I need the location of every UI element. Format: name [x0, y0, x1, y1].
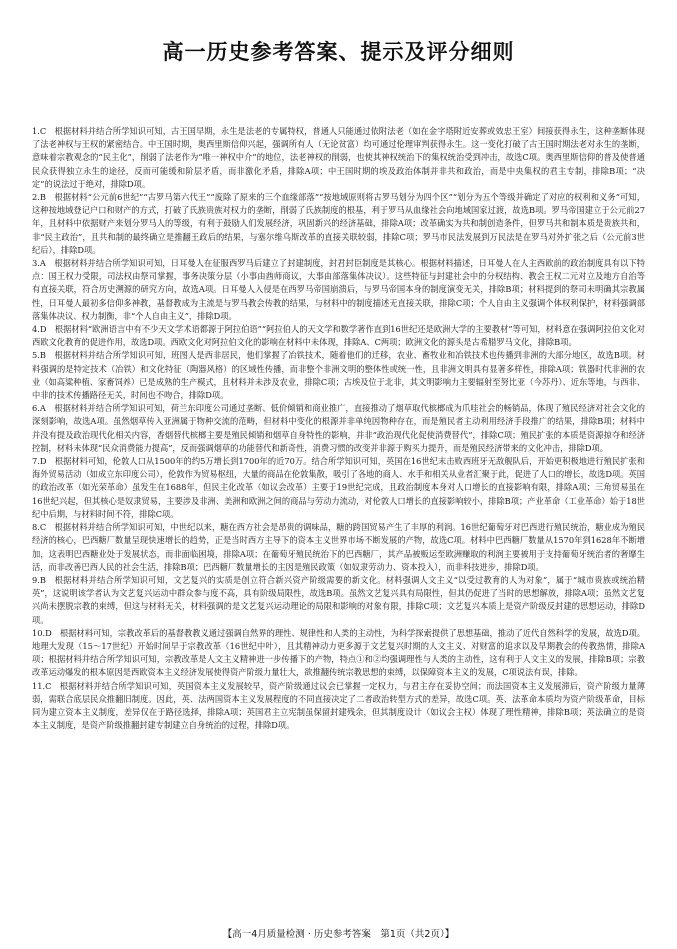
answer-explanation: 根据材料并结合所学知识可知，中世纪以来，糖在西方社会是昂贵的调味品，糖的跨国贸易产生了丰厚的利润。16世纪葡萄牙对巴西进行殖民统治，糖业成为殖民经济的核心，巴西糖厂数量呈现快速增长的趋势，正是当时西方主导下的资本主义世界市场不断发展的产物，故选C项。材料中巴西糖厂数量从1570年到1628年不断增加，这表明巴西糖业处于发展状态，而非面临困境，排除A项；在葡萄牙殖民统治下的巴西糖厂，其产品被贩运至欧洲赚取的利润主要被用于支持葡萄牙统治者的奢靡生活，而非改善巴西人民的社会生活，排除B项；巴西糖厂数量增长的主因是殖民政策（如奴隶劳动力、资本投入），而非科技进步，排除D项。 — [32, 522, 646, 572]
answer-item-1 — [32, 125, 645, 191]
answer-number: 1.C — [32, 126, 47, 136]
page-footer: 【高一4月质量检测 · 历史参考答案 第1页（共2页）】 — [222, 929, 455, 940]
answer-number: 6.A — [32, 403, 46, 414]
answer-number: 11.C — [32, 680, 52, 691]
answer-explanation: 根据材料并结合所学知识可知，英国资本主义发展较早，资产阶级通过议会已掌握一定权力，与君主存在妥协空间；而法国资本主义发展滞后，资产阶级力量薄弱，需联合底层民众推翻旧制度。因此，英、法两国资本主义发展程度的不同直接决定了二者政治转型方式的差异，故选C项。英、法革命本质均为资产阶级革命，目标同为建立资本主义制度，差异仅在于路径选择，排除A项；英国君主立宪制虽保留封建残余，但其制度设计（如议会主权）体现了理性精神，排除B项；英法确立的是资本主义制度，是资产阶级推翻封建专制建立自身统治的过程，排除D项。 — [32, 680, 646, 731]
answer-item-5 — [32, 349, 645, 402]
answer-explanation: 根据材料“公元前6世纪”“古罗马第六代王”“废除了原来的三个血缘部落”“按地域原则将古罗马划分为四个区”“划分为五个等级并确定了对应的权利和义务”可知，这种按地域登记户口和财产的方式，打破了氏族贵族对权力的垄断，削弱了氏族制度的根基，利于罗马从血缘社会向地域国家过渡，故选B项。罗马帝国建立于公元前27年，且材料中依据财产来划分罗马人的等级，有利于鼓励人们发展经济，巩固新兴的经济基础，排除A项；改革确实为共和制创造条件，但罗马共和制本质是贵族共和，非“民主政治”，且共和制的最终确立是推翻王政后的结果，与塞尔维乌斯改革的直接关联较弱，排除C项；罗马市民法发展到万民法是在罗马对外扩张之后（公元前3世纪后），排除D项。 — [32, 192, 645, 255]
answer-item-4 — [32, 323, 645, 349]
answer-number: 9.B — [32, 574, 46, 585]
answer-item-9 — [32, 574, 645, 627]
answer-explanation: 根据材料并结合所学知识可知，班图人是西非居民，他们掌握了冶铁技术，随着他们的迁移，农业、畜牧业和冶铁技术也传播到非洲的大部分地区，故选B项。材料强调的是特定技术（冶铁）和文化特征（陶器风格）的区域性传播，而非整个非洲文明的整体性或统一性，且非洲文明具有显著多样性，排除A项；铁器时代非洲的农业（如高粱种植、家畜饲养）已是成熟的生产模式，且材料并未涉及农业，排除C项；古埃及位于北非，其文明影响力主要辐射至努比亚（今苏丹）、近东等地，与西非、中非的技术传播路径无关，时间也不吻合，排除D项。 — [32, 350, 645, 401]
answer-explanation: 根据材料并结合所学知识可知，古王国早期，永生是法老的专属特权，普通人只能通过依附法老（如在金字塔附近安葬或效忠王室）间接获得永生，这种垄断体现了法老神权与王权的紧密结合。中王国时期，奥西里斯信仰兴起，强调所有人（无论贫富）均可通过伦理审判获得永生。这一变化打破了古王国时期法老对永生的垄断，意味着宗教观念的“民主化”，削弱了法老作为“唯一神权中介”的地位，法老神权的削弱，也使其神权统治下的集权统治受到冲击，故选C项。奥西里斯信仰的普及使普通民众获得独立永生的途径，反而可能缓和阶层矛盾，而非激化矛盾，排除A项；中王国时期的埃及政治体制并非共和政治，而是中央集权的君主专制，排除B项；“决定”的说法过于绝对，排除D项。 — [32, 126, 646, 189]
answer-number: 2.B — [32, 192, 46, 203]
answer-number: 10.D — [32, 627, 52, 638]
answer-explanation: 根据材料“欧洲语言中有不少天文学术语都源于阿拉伯语”“阿拉伯人的天文学和数学著作直到16世纪还是欧洲大学的主要教材”等可知，材料意在强调阿拉伯文化对西欧文化教育的促进作用，故选D项。西欧文化对阿拉伯文化的影响在材料中未体现，排除A、C两项；欧洲文化的源头是古希腊罗马文化，排除B项。 — [32, 324, 646, 348]
answer-number: 7.D — [32, 456, 47, 467]
answer-item-2 — [32, 191, 645, 257]
answer-item-11 — [32, 680, 645, 733]
answer-item-7 — [32, 455, 645, 521]
answer-explanation: 根据材料可知，宗教改革后的基督教教义通过强调自然界的理性、规律性和人类的主动性，为科学探索提供了思想基础，推动了近代自然科学的发展，故选D项。地理大发现（15～17世纪）开始时间早于宗教改革（16世纪中叶），且其精神动力更多源于文艺复兴时期的人文主义、对财富的追求以及早期教会的传教热情，排除A项；根据材料并结合所学知识可知，宗教改革是人文主义精神进一步传播下的产物，特点①和②均强调理性与人类的主动性，这有利于人文主义的发展，排除B项；宗教改革运动爆发的根本原因是西欧资本主义经济发展使得资产阶级力量壮大，欲推翻传统宗教思想的束缚，以保障资本主义的发展，C项说法有误，排除。 — [32, 627, 645, 678]
answer-number: 8.C — [32, 522, 47, 533]
answer-number: 3.A — [32, 258, 46, 269]
answer-explanation: 根据材料可知，伦敦人口从1500年的约5万增长到1700年的近70万。结合所学知识可知，英国在16世纪末击败西班牙无敌舰队后，开始更积极地进行殖民扩张和海外贸易活动（如成立东印度公司），伦敦作为贸易枢纽，大量的商品在伦敦集散，吸引了各地的商人、水手和相关从业者汇聚于此，促进了人口的增长，故选D项。英国的政治改革（如光荣革命）虽发生在1688年，但民主化改革（如议会改革）主要于19世纪完成，且政治制度本身对人口增长的直接影响有限，排除A项；三角贸易虽在16世纪兴起，但其核心是奴隶贸易，主要涉及非洲、美洲和欧洲之间的商品与劳动力流动，对伦敦人口增长的直接影响较小，排除B项；产业革命（工业革命）始于18世纪中后期，与材料时间不符，排除C项。 — [32, 456, 645, 519]
answer-number: 4.D — [32, 324, 47, 335]
answer-item-10 — [32, 627, 645, 680]
answer-list — [32, 125, 645, 732]
answer-explanation: 根据材料并结合所学知识可知，日耳曼人在征服西罗马后建立了封建制度，封君封臣制度是其核心。根据材料描述，日耳曼人在人主西欧前的政治制度具有以下特点：国王权力受限，司法权由祭司掌握，事务决策分层（小事由酋师商议，大事由部落集体决议）。这些特征与封建社会中的分权结构、教会王权二元对立及地方自治等有直接关联，符合历史溯源的研究方向，故选A项。日耳曼人入侵是在西罗马帝国崩溃后，与罗马帝国本身的制度演变无关，排除B项；材料提到的祭司未明确其宗教属性，日耳曼人最初多信仰多神教，基督教成为主流是与罗马教会传教的结果，与材料中的制度描述无直接关联，排除C项；个人自由主义强调个体权利保护，材料强调部落集体决议、权力制衡，非“个人自由主义”，排除D项。 — [32, 258, 646, 321]
answer-number: 5.B — [32, 350, 46, 361]
answer-item-8 — [32, 521, 645, 574]
page-title: 高一历史参考答案、提示及评分细则 — [162, 40, 515, 64]
answer-explanation: 根据材料并结合所学知识可知，荷兰东印度公司通过垄断、低价倾销和商业推广，直接推动了烟草取代槟榔成为爪哇社会的畅销品，体现了殖民经济对社会文化的深刻影响，故选A项。虽然烟草传入亚洲属于物种交流的范畴，但材料中变化的根源并非单纯因物种存在，而是殖民者主动利用经济手段推广的结果，排除B项；材料中并没有提及政治现代化相关内容，香烟替代槟榔主要是殖民倾销和烟草自身特性的影响，并非“政治现代化促使消费替代”，排除C项；殖民扩张的本质是资源掠夺和经济控制，材料未体现“民众消费能力提高”，反而强调烟草的功能替代和新奇性，消费习惯的改变并非源于购买力提升，而是殖民经济带来的文化冲击，排除D项。 — [32, 403, 646, 453]
answer-item-3 — [32, 257, 645, 323]
answer-item-6 — [32, 402, 645, 455]
answer-explanation: 根据材料并结合所学知识可知，文艺复兴的实质是创立符合新兴资产阶级需要的新文化。材料强调人文主义“以受过教育的人为对象”，属于“城市贵族或统治精英”，这说明该学者认为文艺复兴运动中群众参与度不高，具有阶级局限性，故选B项。虽然文艺复兴具有局限性，但其仍促进了当时的思想解放，排除A项；虽然文艺复兴尚未摆脱宗教的束缚，但这与材料无关，材料强调的是文艺复兴运动理论的局限和影响的对象有限，排除C项；文艺复兴本质上是资产阶级反封建的思想运动，排除D项。 — [32, 574, 646, 625]
